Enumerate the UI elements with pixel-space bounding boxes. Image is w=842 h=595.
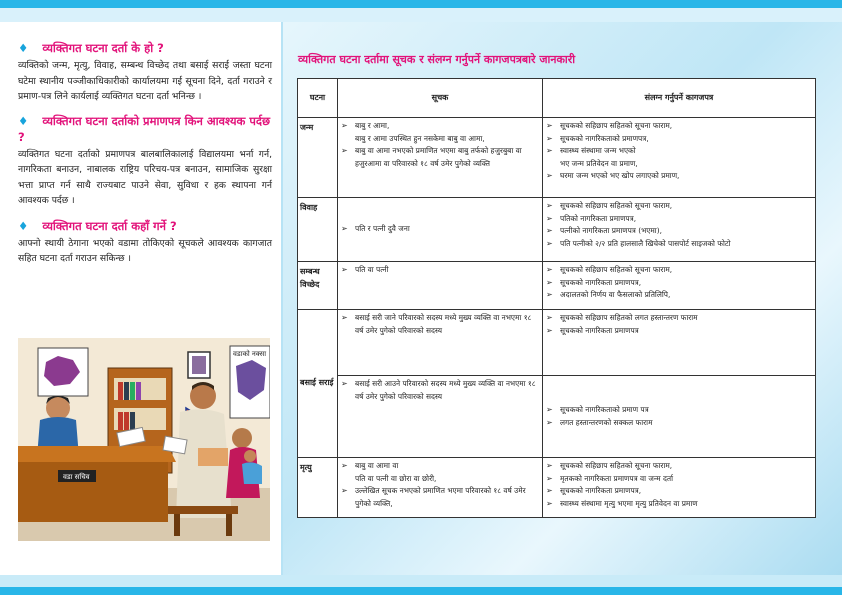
arrow-bullet-icon: ➢	[546, 290, 553, 299]
list-item: ➢ स्वास्थ्य संस्थामा जन्म भएको	[546, 145, 812, 158]
arrow-bullet-icon: ➢	[546, 325, 553, 335]
list-item: ➢ बाबु वा आमा वा	[341, 460, 539, 473]
bottom-border-bar	[0, 587, 842, 595]
documents-cell	[543, 198, 816, 262]
arrow-bullet-icon: ➢	[341, 379, 348, 388]
list-item: ➢ पति पत्नीको २/२ प्रति हालसालै खिचेको पासपोर्ट साइजको फोटो	[546, 238, 812, 251]
column-header-event: घटना	[298, 79, 338, 118]
list-item: ➢ घरमा जन्म भएको भए खोप लगाएको प्रमाण,	[546, 170, 812, 183]
arrow-bullet-icon: ➢	[546, 121, 553, 130]
list-item-continuation: पति वा पत्नी वा छोरा वा छोरी,	[355, 473, 437, 483]
list-item-continuation: भए जन्म प्रतिवेदन वा प्रमाण,	[560, 158, 638, 168]
arrow-bullet-icon: ➢	[546, 313, 553, 322]
documents-cell	[543, 458, 816, 518]
list-item: ➢ स्वास्थ्य संस्थामा मृत्यु भएमा मृत्यु प्रतिवेदन वा प्रमाण	[546, 498, 812, 511]
list-item: ➢ अदालतको निर्णय वा फैसलाको प्रतिलिपि,	[546, 289, 812, 302]
list-item: ➢ सूचकको सहिछाप सहितको सूचना फाराम,	[546, 460, 812, 473]
documents-cell	[543, 262, 816, 310]
list-item: ➢ सूचकको सहिछाप सहितको लगत हस्तान्तरण फाराम	[546, 312, 812, 325]
list-item: ➢ पत्नीको नागरिकता प्रमाणपत्र (भएमा),	[546, 225, 812, 238]
left-panel	[18, 40, 272, 267]
arrow-bullet-icon: ➢	[546, 201, 553, 210]
list-item: ➢ उल्लेखित सूचक नभएको प्रमाणित भएमा परिवारको १८ वर्ष उमेर पुगेको व्यक्ति,	[341, 486, 526, 508]
diamond-bullet-icon: ♦	[18, 41, 29, 55]
table-row	[298, 198, 816, 262]
event-cell: सम्बन्ध विच्छेद	[298, 262, 338, 310]
list-item: ➢ सूचकको नागरिकता प्रमाणपत्र,	[546, 277, 812, 290]
table-header-row	[298, 79, 816, 118]
informant-cell	[338, 310, 543, 376]
list-item: ➢ सूचकको सहिछाप सहितको सूचना फाराम,	[546, 200, 812, 213]
arrow-bullet-icon: ➢	[546, 133, 553, 143]
arrow-bullet-icon: ➢	[546, 498, 553, 508]
bottom-light-band	[0, 575, 842, 587]
list-item: ➢ बाबु वा आमा नभएको प्रमाणित भएमा बाबु तर्फको हजुरबुबा वा हजुरआमा वा परिवारको १८ वर्ष उमेर पुगेको व्यक्ति	[341, 146, 522, 168]
list-item: ➢ सूचकको सहिछाप सहितको सूचना फाराम,	[546, 120, 812, 133]
arrow-bullet-icon: ➢	[546, 226, 553, 235]
documents-cell	[543, 118, 816, 198]
list-item: ➢ सूचकको नागरिकताको प्रमाण पत्र	[546, 404, 812, 417]
answer-paragraph-3: आफ्नो स्थायी ठेगाना भएको वडामा तोकिएको सूचकले आवश्यक कागजात सहित घटना दर्ता गराउन सकिन्छ ।	[18, 237, 272, 264]
list-item: ➢ सूचकको सहिछाप सहितको सूचना फाराम,	[546, 264, 812, 277]
answer-paragraph-2: व्यक्तिगत घटना दर्ताको प्रमाणपत्र बालबालिकालाई विद्यालयमा भर्ना गर्न, नागरिकता बनाउन, नाबालक राष्ट्रिय परिचय-पत्र बनाउन, सामाजिक सुरक्षा भत्ता प्राप्त गर्न साथै राज्यबाट पाउने सेवा, सुविधा र हक स्थापना गर्न आवश्यक पर्दछ ।	[18, 148, 272, 206]
table-row	[298, 376, 816, 458]
list-item: ➢ सूचकको नागरिकता प्रमाणपत्र	[546, 325, 812, 338]
arrow-bullet-icon: ➢	[341, 121, 348, 130]
column-header-informant: सूचक	[338, 79, 543, 118]
list-item: ➢ पतिको नागरिकता प्रमाणपत्र,	[546, 213, 812, 226]
list-item: ➢ लगत हस्तान्तरणको सक्कल फाराम	[546, 417, 812, 430]
event-cell: जन्म	[298, 118, 338, 198]
ward-map-label: वडाको नक्सा	[233, 350, 267, 358]
documents-cell	[543, 376, 816, 458]
informant-cell	[338, 262, 543, 310]
arrow-bullet-icon: ➢	[341, 313, 348, 322]
arrow-bullet-icon: ➢	[546, 146, 553, 155]
arrow-bullet-icon: ➢	[546, 461, 553, 470]
list-item-continuation: बाबु र आमा उपस्थित हुन नसकेमा बाबु वा आमा,	[355, 133, 485, 143]
ward-office-illustration	[18, 338, 270, 541]
document-requirements-table	[297, 78, 816, 518]
table-row	[298, 262, 816, 310]
top-border-bar	[0, 0, 842, 8]
event-cell: मृत्यु	[298, 458, 338, 518]
arrow-bullet-icon: ➢	[341, 486, 348, 495]
list-item: ➢ सूचकको नागरिकताको प्रमाणपत्र,	[546, 133, 812, 146]
diamond-bullet-icon: ♦	[18, 218, 29, 233]
answer-paragraph-1: व्यक्तिको जन्म, मृत्यु, विवाह, सम्बन्ध विच्छेद तथा बसाई सराई जस्ता घटना घटेमा स्थानीय पञ्जीकाधिकारीको कार्यालयमा गई सूचना दिने, दर्ता गराउने र प्रमाण-पत्र लिने कार्यलाई व्यक्तिगत घटना दर्ता भनिन्छ ।	[18, 60, 272, 102]
column-header-documents: संलग्न गर्नुपर्ने कागजपत्र	[543, 79, 816, 118]
arrow-bullet-icon: ➢	[341, 146, 348, 155]
arrow-bullet-icon: ➢	[546, 171, 553, 180]
list-item: ➢ मृतकको नागरिकता प्रमाणपत्र वा जन्म दर्ता	[546, 473, 812, 486]
table-row	[298, 458, 816, 518]
documents-cell	[543, 310, 816, 376]
event-cell: बसाई सराई	[298, 310, 338, 458]
list-item: ➢ सूचकको नागरिकता प्रमाणपत्र,	[546, 485, 812, 498]
desk-name-plate: वडा सचिव	[63, 473, 90, 481]
informant-cell	[338, 198, 543, 262]
arrow-bullet-icon: ➢	[546, 213, 553, 223]
list-item: ➢ बसाई सरी आउने परिवारको सदस्य मध्ये मुख्य व्यक्ति वा नभएमा १८ वर्ष उमेर पुगेको परिवारको सदस्य	[341, 379, 536, 401]
list-item: ➢ पति र पत्नी दुवै जना	[341, 223, 539, 236]
informant-cell	[338, 458, 543, 518]
arrow-bullet-icon: ➢	[341, 265, 348, 274]
list-item: ➢ पति वा पत्नी	[341, 264, 539, 277]
event-cell: विवाह	[298, 198, 338, 262]
arrow-bullet-icon: ➢	[341, 461, 348, 470]
table-title: व्यक्तिगत घटना दर्तामा सूचक र संलग्न गर्नुपर्ने कागजपत्रबारे जानकारी	[298, 53, 576, 66]
top-light-band	[0, 8, 842, 22]
fold-divider	[281, 22, 283, 575]
arrow-bullet-icon: ➢	[341, 224, 348, 234]
arrow-bullet-icon: ➢	[546, 417, 553, 427]
informant-cell	[338, 118, 543, 198]
arrow-bullet-icon: ➢	[546, 277, 553, 287]
question-heading-1: ♦ व्यक्तिगत घटना दर्ता के हो ?	[18, 41, 164, 55]
list-item: ➢ बसाई सरी जाने परिवारको सदस्य मध्ये मुख्य व्यक्ति वा नभएमा १८ वर्ष उमेर पुगेको परिवारको सदस्य	[341, 313, 532, 335]
informant-cell	[338, 376, 543, 458]
arrow-bullet-icon: ➢	[546, 473, 553, 483]
diamond-bullet-icon: ♦	[18, 113, 29, 128]
arrow-bullet-icon: ➢	[546, 238, 553, 248]
arrow-bullet-icon: ➢	[546, 265, 553, 274]
table-row	[298, 118, 816, 198]
question-heading-2: ♦ व्यक्तिगत घटना दर्ताको प्रमाणपत्र किन आवश्यक पर्दछ ?	[18, 113, 271, 144]
question-heading-3: ♦ व्यक्तिगत घटना दर्ता कहाँ गर्ने ?	[18, 218, 177, 233]
arrow-bullet-icon: ➢	[546, 486, 553, 495]
list-item: ➢ बाबु र आमा,	[341, 120, 539, 133]
arrow-bullet-icon: ➢	[546, 405, 553, 414]
table-row	[298, 310, 816, 376]
